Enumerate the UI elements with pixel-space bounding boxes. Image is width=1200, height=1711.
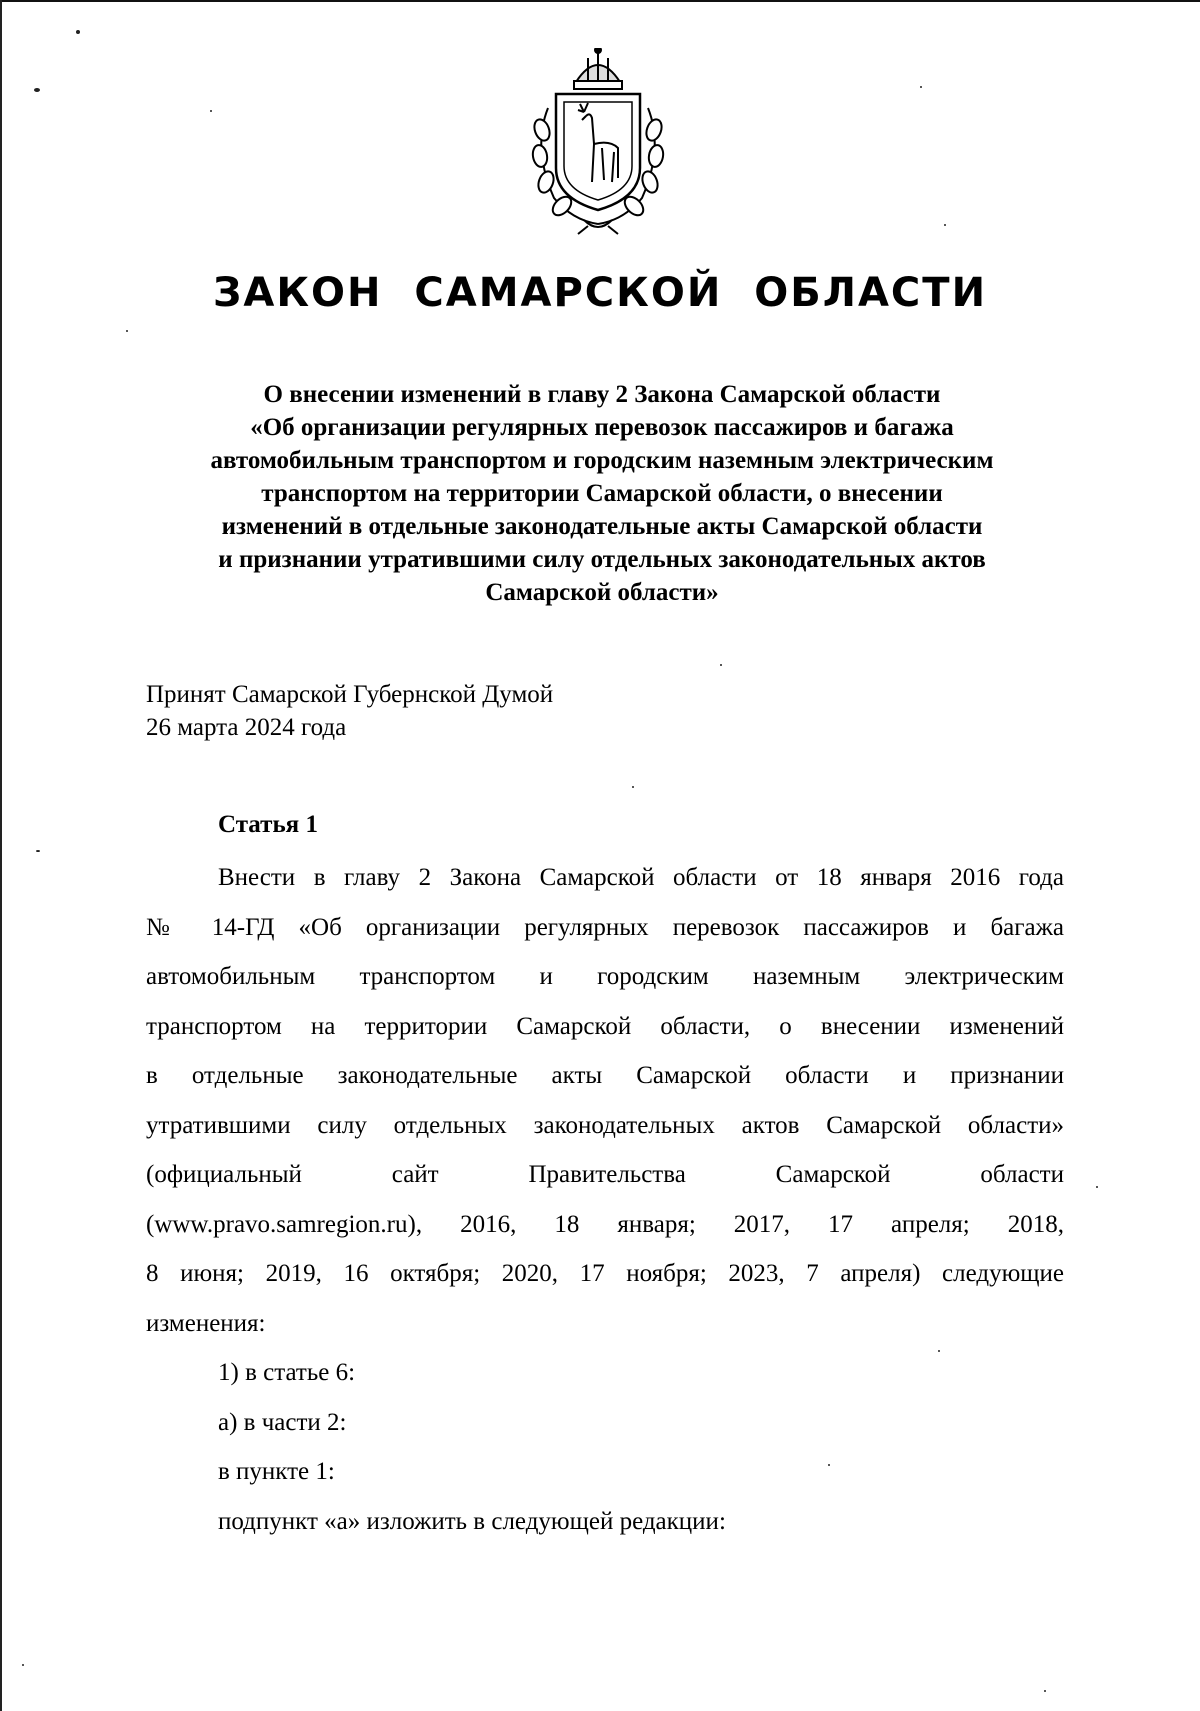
list-item-line: подпункт «а» изложить в следующей редакции: (218, 1507, 726, 1535)
scan-speck (1044, 1690, 1046, 1692)
scan-speck (632, 786, 634, 788)
subtitle-line: Самарской области» (485, 579, 719, 606)
body-line: в отдельные законодательные акты Самарской области и признании (146, 1062, 1064, 1089)
body-line: № 14-ГД «Об организации регулярных перевозок пассажиров и багажа (146, 913, 1064, 941)
body-line: (официальный сайт Правительства Самарской области (146, 1161, 1064, 1188)
scan-speck (22, 1664, 24, 1666)
list-item-line: а) в части 2: (218, 1408, 347, 1436)
list-item-line: в пункте 1: (218, 1458, 335, 1485)
scan-speck (76, 30, 80, 34)
adoption-note (146, 678, 553, 744)
body-line: утратившими силу отдельных законодательных актов Самарской области» (146, 1111, 1064, 1139)
scan-edge-left (0, 0, 2, 1711)
scan-speck (938, 1350, 940, 1352)
subtitle-line: О внесении изменений в главу 2 Закона Самарской области (263, 381, 941, 408)
scan-speck (1096, 1186, 1098, 1188)
scan-speck (920, 86, 922, 88)
body-line: (www.pravo.samregion.ru), 2016, 18 января; 2017, 17 апреля; 2018, (146, 1210, 1064, 1238)
body-line: 8 июня; 2019, 16 октября; 2020, 17 ноября; 2023, 7 апреля) следующие (146, 1260, 1064, 1287)
body-line: автомобильным транспортом и городским наземным электрическим (146, 963, 1064, 990)
scan-speck (720, 664, 722, 666)
law-subtitle (140, 378, 1064, 609)
adoption-date: 26 марта 2024 года (146, 714, 347, 741)
scan-speck (828, 1464, 830, 1466)
scan-edge-top (0, 0, 1200, 2)
subtitle-line: автомобильным транспортом и городским наземным электрическим (210, 447, 994, 474)
body-line: транспортом на территории Самарской области, о внесении изменений (146, 1012, 1064, 1040)
subtitle-line: транспортом на территории Самарской области, о внесении (261, 480, 943, 507)
body-line: изменения: (146, 1309, 266, 1337)
scan-speck (210, 110, 212, 112)
subtitle-line: и признании утратившими силу отдельных законодательных актов (218, 546, 986, 573)
scan-speck (126, 330, 128, 332)
list-item-line: 1) в статье 6: (218, 1359, 356, 1386)
body-line: Внести в главу 2 Закона Самарской области от 18 января 2016 года (218, 864, 1064, 891)
subtitle-line: изменений в отдельные законодательные акты Самарской области (221, 513, 983, 540)
law-title: ЗАКОН САМАРСКОЙ ОБЛАСТИ (212, 270, 988, 316)
samara-coat-of-arms-emblem (518, 48, 678, 236)
article-body (146, 858, 1064, 1551)
scan-speck (36, 850, 40, 852)
crown-icon (574, 48, 622, 89)
scan-speck (944, 224, 946, 226)
scan-speck (34, 88, 40, 92)
article-heading: Статья 1 (218, 811, 318, 838)
subtitle-line: «Об организации регулярных перевозок пассажиров и багажа (250, 414, 954, 441)
adoption-body: Принят Самарской Губернской Думой (146, 681, 554, 708)
shield-icon (556, 94, 640, 210)
